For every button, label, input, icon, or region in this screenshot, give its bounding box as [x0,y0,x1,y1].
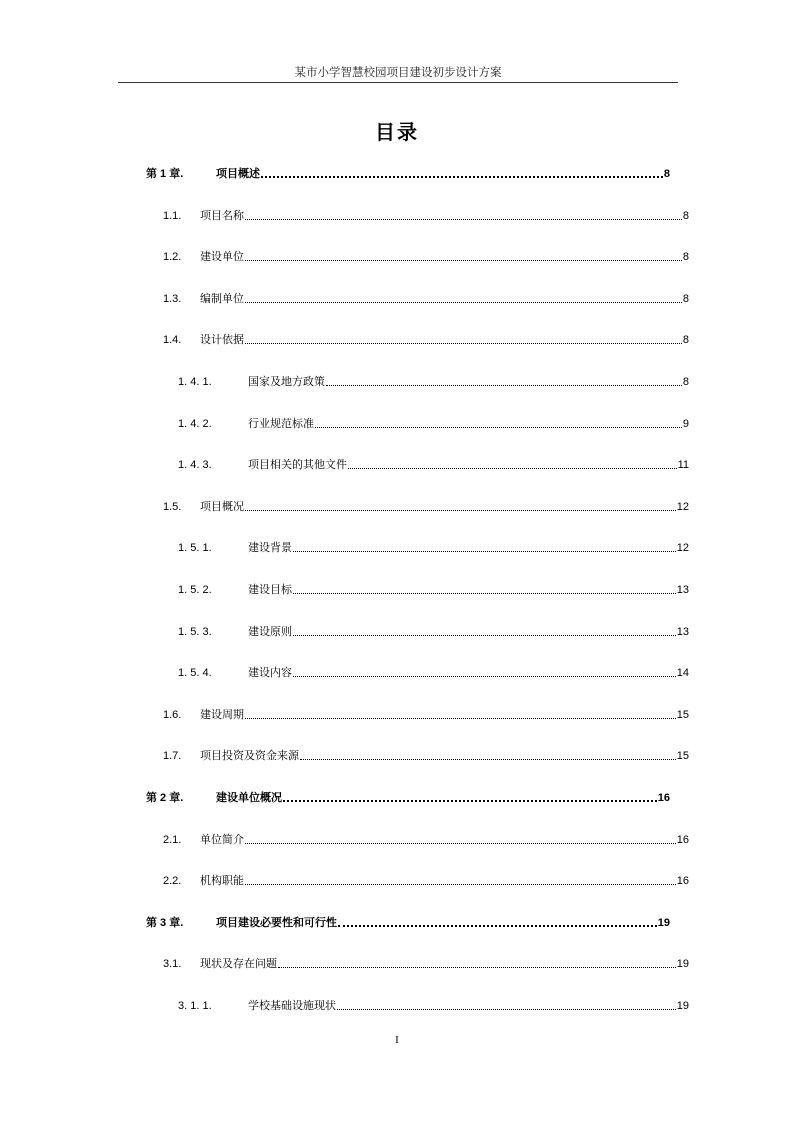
toc-entry-number: 1.2. [163,251,182,263]
dot-leader [245,332,682,344]
dot-leader [245,873,676,885]
toc-entry-page: 19 [676,958,689,970]
toc-entry-label: 现状及存在问题 [200,957,277,970]
toc-entry[interactable] [146,166,670,182]
toc-entry-number: 1.4. [163,334,182,346]
dot-leader [338,914,657,927]
toc-entry[interactable] [163,291,689,307]
toc-entry-page: 13 [676,584,689,596]
toc-entry-page: 14 [676,667,689,679]
toc-entry-page: 8 [682,210,689,222]
toc-entry-page: 8 [682,376,689,388]
toc-entry-page: 15 [676,709,689,721]
toc-entry-number: 2.2. [163,875,182,887]
dot-leader [348,457,677,469]
toc-entry[interactable] [163,832,689,848]
dot-leader [245,499,676,511]
toc-entry[interactable] [178,540,689,556]
toc-entry-page: 13 [676,626,689,638]
toc-entry-label: 建设单位 [200,250,244,263]
toc-entry-label: 项目概述 [216,167,260,180]
dot-leader [245,707,676,719]
toc-entry-page: 12 [676,542,689,554]
toc-entry-number: 1. 4. 3. [178,459,212,471]
toc-entry-label: 建设周期 [200,708,244,721]
toc-entry-label: 行业规范标准 [248,417,314,430]
toc-title: 目录 [375,120,419,144]
dot-leader [245,249,682,261]
toc-entry-number: 2.1. [163,834,182,846]
toc-entry[interactable] [146,790,670,806]
page-number: I [395,1034,399,1046]
running-header: 某市小学智慧校园项目建设初步设计方案 [294,65,502,79]
dot-leader [326,374,682,386]
toc-entry-label: 设计依据 [200,333,244,346]
toc-entry-number: 1.7. [163,750,182,762]
toc-entry-page: 19 [676,1000,689,1012]
toc-entry-number: 3. 1. 1. [178,1000,212,1012]
toc-entry-label: 建设背景 [248,541,292,554]
toc-entry-label: 建设内容 [248,666,292,679]
toc-entry[interactable] [163,956,689,972]
toc-entry-number: 1. 5. 4. [178,667,212,679]
toc-entry-label: 项目建设必要性和可行性 [216,916,337,929]
toc-entry-number: 1. 5. 2. [178,584,212,596]
toc-entry[interactable] [178,998,689,1014]
toc-entry[interactable] [163,332,689,348]
dot-leader [245,832,676,844]
toc-entry-page: 19 [657,917,670,929]
toc-entry-number: 1.1. [163,210,182,222]
toc-entry-page: 8 [663,168,670,180]
toc-entry-page: 9 [682,418,689,430]
toc-entry-label: 机构职能 [200,874,244,887]
toc-entry-label: 编制单位 [200,292,244,305]
toc-entry[interactable] [163,873,689,889]
toc-entry-page: 8 [682,293,689,305]
dot-leader [293,540,676,552]
toc-entry-number: 第 1 章. [146,168,184,180]
toc-entry[interactable] [163,707,689,723]
toc-entry-label: 国家及地方政策 [248,375,325,388]
dot-leader [245,291,682,303]
toc-entry-number: 1. 4. 1. [178,376,212,388]
toc-entry-label: 项目名称 [200,209,244,222]
toc-entry-label: 项目概况 [200,500,244,513]
toc-entry-label: 单位简介 [200,833,244,846]
toc-entry[interactable] [163,748,689,764]
dot-leader [261,165,663,178]
dot-leader [283,789,657,802]
toc-entry-number: 3.1. [163,958,182,970]
toc-entry-number: 1. 4. 2. [178,418,212,430]
toc-entry-page: 16 [657,792,670,804]
dot-leader [337,998,676,1010]
toc-entry-number: 1.3. [163,293,182,305]
dot-leader [300,748,676,760]
toc-entry-page: 8 [682,251,689,263]
toc-entry[interactable] [178,624,689,640]
toc-entry[interactable] [178,665,689,681]
toc-entry-number: 1.6. [163,709,182,721]
dot-leader [278,956,676,968]
toc-entry[interactable] [178,582,689,598]
toc-entry[interactable] [163,208,689,224]
toc-entry-page: 8 [682,334,689,346]
toc-entry[interactable] [163,499,689,515]
toc-entry-page: 15 [676,750,689,762]
toc-entry-page: 16 [676,875,689,887]
toc-entry-number: 1. 5. 3. [178,626,212,638]
toc-entry-page: 12 [676,501,689,513]
toc-entry-number: 第 3 章. [146,917,184,929]
toc-entry-label: 学校基础设施现状 [248,999,336,1012]
toc-entry-number: 1. 5. 1. [178,542,212,554]
toc-entry-number: 第 2 章. [146,792,184,804]
toc-entry[interactable] [178,416,689,432]
toc-entry-number: 1.5. [163,501,182,513]
toc-entry-label: 项目相关的其他文件 [248,458,347,471]
toc-entry-page: 11 [677,459,689,471]
toc-entry-label: 建设原则 [248,625,292,638]
toc-entry[interactable] [178,374,689,390]
toc-entry-label: 建设单位概况 [216,791,282,804]
toc-entry[interactable] [178,457,689,473]
toc-entry-page: 16 [676,834,689,846]
dot-leader [293,582,676,594]
dot-leader [245,208,682,220]
toc-entry[interactable] [163,249,689,265]
dot-leader [315,416,682,428]
toc-entry[interactable] [146,915,670,931]
dot-leader [293,624,676,636]
toc-entry-label: 项目投资及资金来源 [200,749,299,762]
toc-entry-label: 建设目标 [248,583,292,596]
dot-leader [293,665,676,677]
